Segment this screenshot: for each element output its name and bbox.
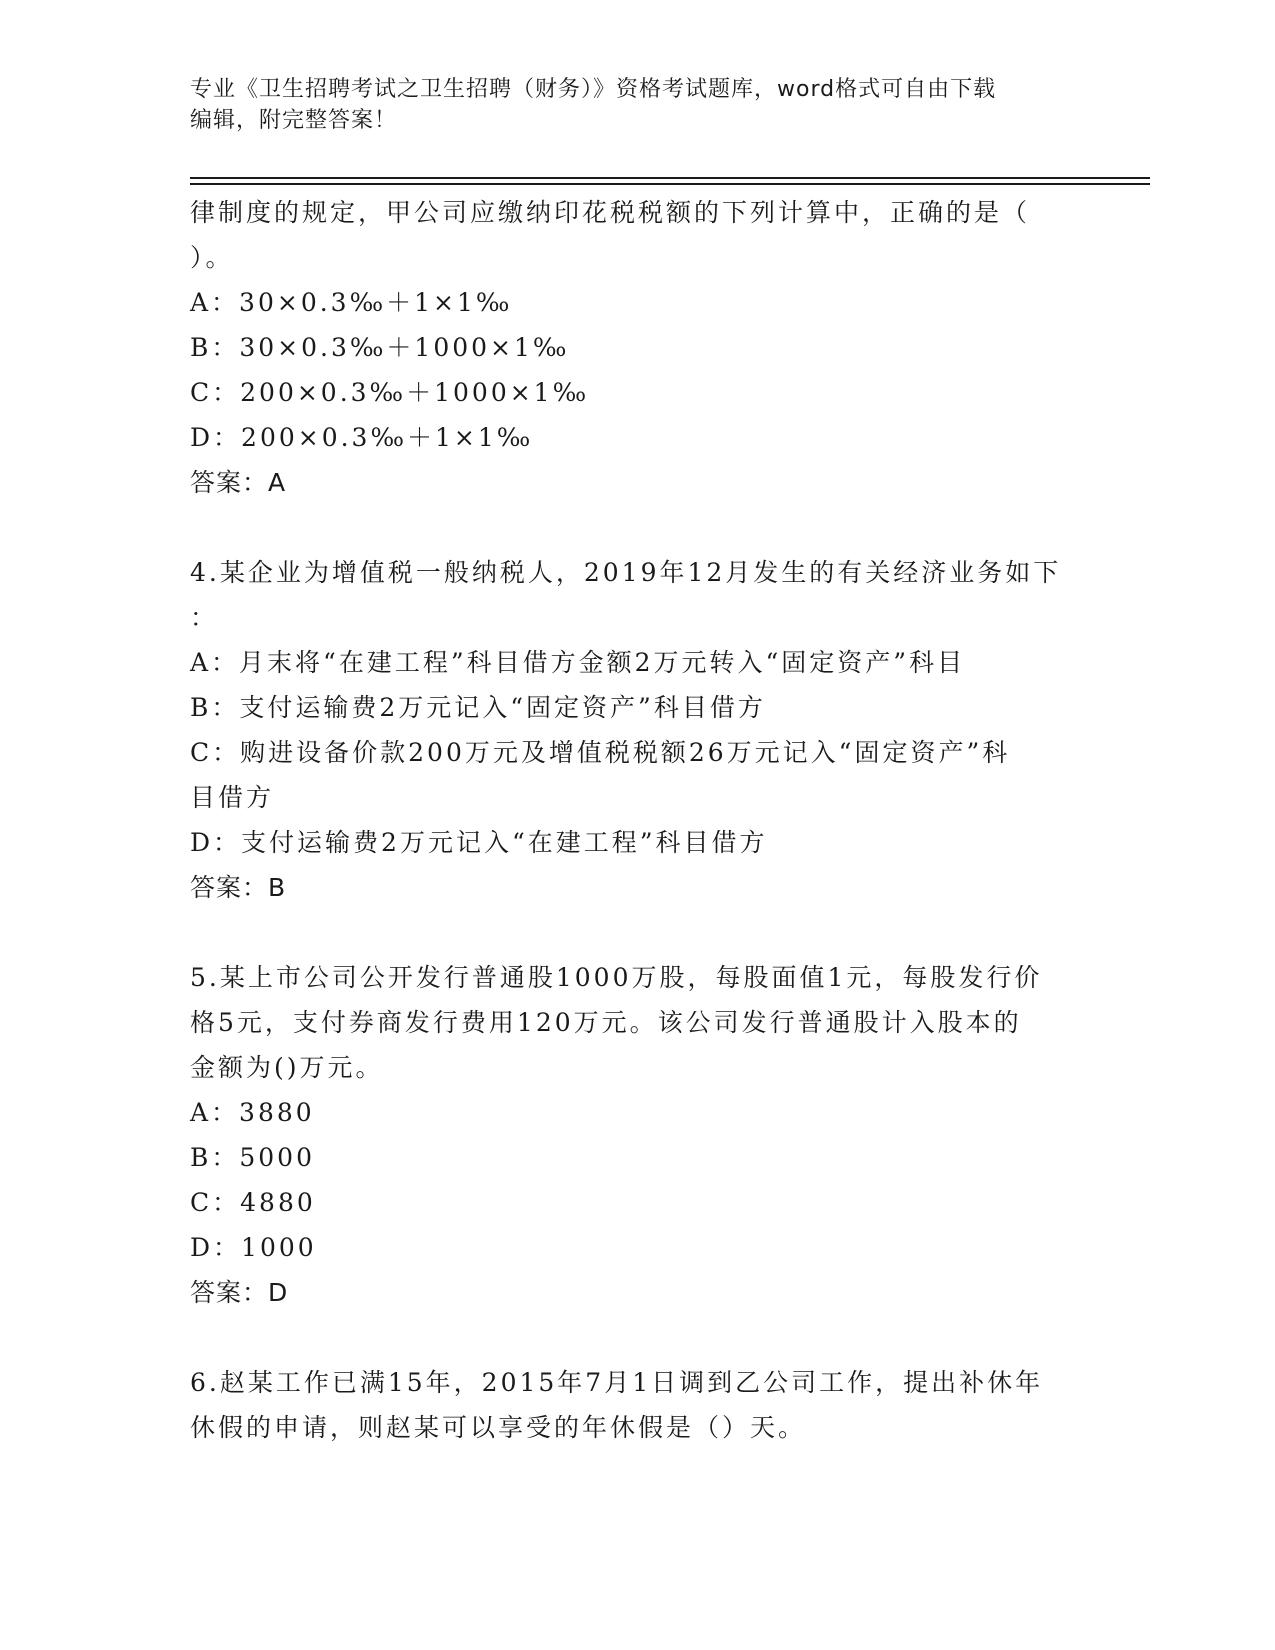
header-divider-top: [190, 177, 1150, 179]
question-stem-line: 金额为()万元。: [190, 1053, 384, 1082]
option-c: C：4880: [190, 1188, 316, 1217]
header-line-1: 专业《卫生招聘考试之卫生招聘（财务）》资格考试题库，word格式可自由下载: [190, 77, 997, 102]
question-stem-line: 6.赵某工作已满15年，2015年7月1日调到乙公司工作，提出补休年: [190, 1368, 1044, 1397]
option-b: B：5000: [190, 1143, 315, 1172]
header-line-2: 编辑，附完整答案！: [190, 108, 398, 133]
question-list: [190, 190, 1090, 1450]
document-header: [190, 74, 1090, 136]
spacer: [190, 505, 1090, 550]
question-4: [190, 550, 1090, 910]
question-6: [190, 1360, 1090, 1450]
answer-line: 答案：B: [190, 873, 287, 902]
answer-line: 答案：A: [190, 468, 287, 497]
option-a: A：月末将“在建工程”科目借方金额2万元转入“固定资产”科目: [190, 648, 966, 677]
question-stem-line: 4.某企业为增值税一般纳税人，2019年12月发生的有关经济业务如下: [190, 558, 1062, 587]
option-c: C：购进设备价款200万元及增值税税额26万元记入“固定资产”科: [190, 738, 1011, 767]
answer-line: 答案：D: [190, 1278, 289, 1307]
question-stem-line: 律制度的规定，甲公司应缴纳印花税税额的下列计算中，正确的是（: [190, 198, 1031, 227]
question-stem-line: ）。: [190, 243, 234, 272]
option-c-continued: 目借方: [190, 783, 275, 812]
option-b: B：30×0.3‰＋1000×1‰: [190, 333, 570, 362]
question-5: [190, 955, 1090, 1315]
question-stem-line: 休假的申请，则赵某可以享受的年休假是（）天。: [190, 1413, 807, 1442]
option-d: D：1000: [190, 1233, 317, 1262]
option-d: D：200×0.3‰＋1×1‰: [190, 423, 534, 452]
question-stem-line: 格5元，支付券商发行费用120万元。该公司发行普通股计入股本的: [190, 1008, 1022, 1037]
option-d: D：支付运输费2万元记入“在建工程”科目借方: [190, 828, 768, 857]
option-a: A：30×0.3‰＋1×1‰: [190, 288, 513, 317]
question-stem-line: ：: [190, 603, 219, 632]
question-3: [190, 190, 1090, 505]
option-b: B：支付运输费2万元记入“固定资产”科目借方: [190, 693, 766, 722]
option-c: C：200×0.3‰＋1000×1‰: [190, 378, 590, 407]
header-divider-bottom: [190, 183, 1150, 185]
option-a: A：3880: [190, 1098, 315, 1127]
question-stem-line: 5.某上市公司公开发行普通股1000万股，每股面值1元，每股发行价: [190, 963, 1043, 992]
spacer: [190, 1315, 1090, 1360]
spacer: [190, 910, 1090, 955]
